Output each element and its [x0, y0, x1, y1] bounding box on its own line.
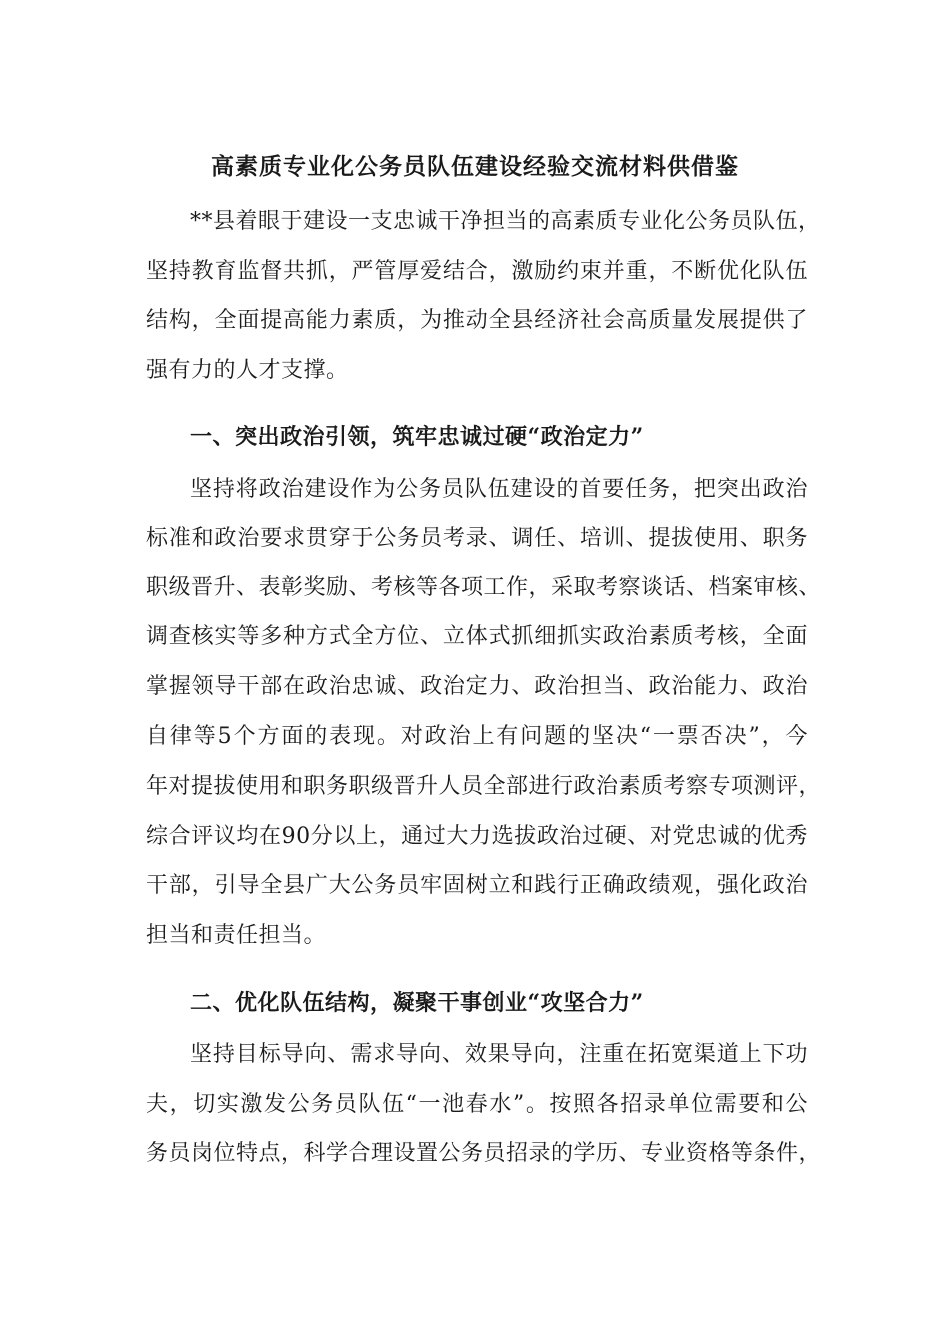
- section-2-line-3: 务员岗位特点，科学合理设置公务员招录的学历、专业资格等条件，: [146, 1141, 822, 1166]
- section-1-line-1: 坚持将政治建设作为公务员队伍建设的首要任务，把突出政治: [190, 477, 808, 502]
- section-1-line-4: 调查核实等多种方式全方位、立体式抓细抓实政治素质考核，全面: [146, 624, 808, 649]
- section-1-line-7: 年对提拔使用和职务职级晋升人员全部进行政治素质考察专项测评，: [146, 774, 822, 799]
- section-1-line-2: 标准和政治要求贯穿于公务员考录、调任、培训、提拔使用、职务: [146, 526, 808, 551]
- section-1-line-3: 职级晋升、表彰奖励、考核等各项工作，采取考察谈话、档案审核、: [146, 575, 822, 600]
- section-1-line-9: 干部，引导全县广大公务员牢固树立和践行正确政绩观，强化政治: [146, 873, 808, 898]
- intro-line-1: **县着眼于建设一支忠诚干净担当的高素质专业化公务员队伍，: [190, 209, 821, 234]
- section-1-line-6: 自律等5个方面的表现。对政治上有问题的坚决“一票否决”，今: [146, 724, 808, 749]
- section-1-line-10: 担当和责任担当。: [146, 923, 327, 948]
- intro-line-3: 结构，全面提高能力素质，为推动全县经济社会高质量发展提供了: [146, 308, 808, 333]
- section-2-line-1: 坚持目标导向、需求导向、效果导向，注重在拓宽渠道上下功: [190, 1042, 808, 1067]
- intro-line-2: 坚持教育监督共抓，严管厚爱结合，激励约束并重，不断优化队伍: [146, 259, 808, 284]
- section-2-line-2: 夫，切实激发公务员队伍“一池春水”。按照各招录单位需要和公: [146, 1092, 808, 1117]
- section-1-line-8: 综合评议均在90分以上，通过大力选拔政治过硬、对党忠诚的优秀: [146, 824, 808, 849]
- section-1-heading: 一、突出政治引领，筑牢忠诚过硬“政治定力”: [190, 424, 644, 450]
- section-2-heading: 二、优化队伍结构，凝聚干事创业“攻坚合力”: [190, 990, 644, 1016]
- section-1-line-5: 掌握领导干部在政治忠诚、政治定力、政治担当、政治能力、政治: [146, 674, 808, 699]
- document-title: 高素质专业化公务员队伍建设经验交流材料供借鉴: [211, 153, 739, 180]
- intro-line-4: 强有力的人才支撑。: [146, 358, 349, 383]
